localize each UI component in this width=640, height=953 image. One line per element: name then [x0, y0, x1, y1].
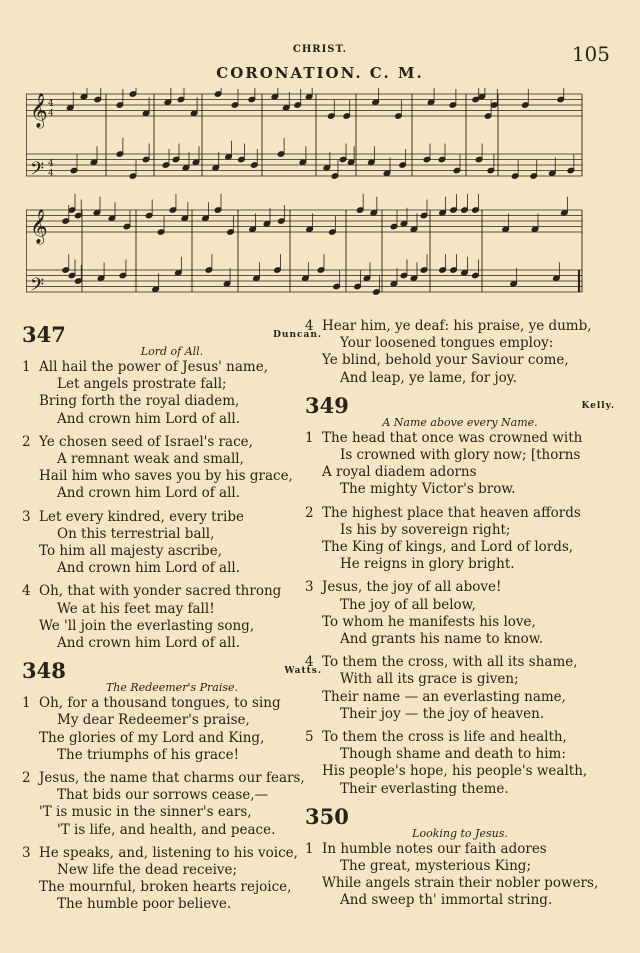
verse-text: Their everlasting theme. [340, 780, 509, 797]
verse-line [22, 393, 322, 410]
hymn-header [305, 803, 615, 829]
verse-text: Hear him, ye deaf: his praise, ye dumb, [322, 318, 592, 334]
verse-text: He reigns in glory bright. [340, 556, 515, 573]
stanza-number: 2 [305, 504, 314, 521]
verse-line [22, 560, 322, 577]
verse-text: Is his by sovereign right; [340, 521, 511, 538]
hymn-subtitle: The Redeemer's Praise. [105, 681, 239, 695]
verse-text: We at his feet may fall! [57, 600, 215, 617]
verse-text: Let every kindred, every tribe [39, 508, 244, 525]
verse-line [22, 434, 322, 451]
verse-line [305, 729, 615, 746]
verse-line [305, 318, 615, 335]
verse-text: While angels strain their nobler powers, [322, 875, 599, 892]
stanza-number: 1 [22, 695, 31, 712]
stanza [22, 509, 322, 578]
stanza [22, 770, 322, 839]
verse-text: Bring forth the royal diadem, [39, 393, 240, 410]
verse-line [305, 858, 615, 875]
stanza [305, 318, 615, 387]
verse-text: Hail him who saves you by his grace, [39, 468, 293, 485]
svg-text:4: 4 [48, 109, 54, 119]
verse-text: The humble poor believe. [57, 896, 232, 913]
hymn-number: 347 [22, 322, 66, 347]
verse-line [22, 845, 322, 862]
stanza [305, 729, 615, 798]
verse-text: We 'll join the everlasting song, [39, 617, 255, 634]
tune-title: CORONATION. C. M. [216, 64, 424, 82]
verse-text: 'T is life, and health, and peace. [57, 821, 276, 838]
stanza [305, 505, 615, 574]
verse-line [22, 695, 322, 712]
verse-text: New life the dead receive; [57, 862, 238, 879]
verse-text: Jesus, the joy of all above! [322, 579, 502, 596]
verse-text: A remnant weak and small, [57, 451, 244, 468]
right-column [305, 318, 615, 916]
svg-text:𝄞: 𝄞 [30, 209, 48, 244]
verse-text: My dear Redeemer's praise, [57, 712, 250, 729]
music-notation [26, 88, 586, 310]
hymn-author: Watts. [284, 666, 322, 677]
verse-line [305, 781, 615, 798]
hymn-number: 350 [305, 803, 349, 829]
verse-text: 'T is music in the sinner's ears, [39, 804, 252, 821]
verse-line [22, 879, 322, 896]
verse-text: And grants his name to know. [340, 631, 544, 648]
verse-line [22, 862, 322, 879]
stanza [305, 841, 615, 910]
stanza-number: 4 [305, 654, 314, 671]
verse-line [305, 335, 615, 352]
stanza-number: 5 [305, 729, 314, 746]
verse-text: The King of kings, and Lord of lords, [322, 539, 574, 556]
verse-text: The glories of my Lord and King, [39, 729, 265, 746]
svg-text:4: 4 [48, 169, 54, 179]
stanza [305, 579, 615, 648]
verse-text: All hail the power of Jesus' name, [39, 359, 268, 375]
verse-line [305, 539, 615, 556]
verse-line [22, 526, 322, 543]
stanza [22, 434, 322, 503]
hymn [22, 322, 322, 652]
hymn-subtitle: Looking to Jesus. [412, 826, 508, 840]
verse-line [305, 892, 615, 909]
verse-text: Oh, that with yonder sacred throng [39, 583, 282, 600]
stanza-number: 1 [22, 359, 31, 375]
verse-line [305, 556, 615, 573]
verse-text: And crown him Lord of all. [57, 485, 241, 502]
verse-text: The great, mysterious King; [340, 858, 531, 875]
verse-text: And crown him Lord of all. [57, 635, 241, 652]
hymn [305, 393, 615, 798]
svg-text:𝄢: 𝄢 [30, 159, 45, 184]
verse-text: With all its grace is given; [340, 671, 519, 688]
verse-text: Their joy — the joy of heaven. [340, 705, 545, 722]
stanza-number: 1 [305, 429, 314, 446]
verse-text: He speaks, and, listening to his voice, [39, 844, 298, 861]
verse-line [305, 370, 615, 387]
verse-text: In humble notes our faith adores [322, 840, 547, 857]
verse-text: On this terrestrial ball, [57, 525, 215, 542]
svg-text:𝄢: 𝄢 [30, 275, 45, 300]
stanza-number: 3 [22, 844, 31, 861]
verse-line [305, 746, 615, 763]
verse-line [305, 706, 615, 723]
verse-line [305, 464, 615, 481]
hymn-number: 349 [305, 392, 349, 418]
hymn [305, 318, 615, 387]
stanza [305, 654, 615, 723]
verse-line [305, 654, 615, 671]
verse-line [305, 614, 615, 631]
hymn-header [305, 392, 615, 418]
verse-text: The triumphs of his grace! [57, 746, 239, 763]
stanza [22, 359, 322, 428]
hymn-author: Duncan. [273, 330, 322, 340]
verse-line [22, 485, 322, 502]
verse-line [305, 481, 615, 498]
verse-line [305, 841, 615, 858]
verse-text: The highest place that heaven affords [322, 504, 581, 521]
page-number: 105 [571, 42, 610, 66]
svg-text:4: 4 [48, 99, 54, 109]
verse-line [305, 505, 615, 522]
verse-text: Ye blind, behold your Saviour come, [322, 352, 569, 369]
verse-text: His people's hope, his people's wealth, [322, 763, 588, 780]
hymn-number: 348 [22, 658, 66, 684]
hymn [22, 658, 322, 913]
verse-text: Ye chosen seed of Israel's race, [39, 433, 253, 450]
hymn-header [22, 658, 322, 684]
verse-text: To him all majesty ascribe, [39, 543, 222, 560]
svg-text:𝄞: 𝄞 [30, 93, 48, 128]
verse-text: Is crowned with glory now; [thorns [340, 447, 581, 464]
verse-line [22, 635, 322, 652]
verse-line [22, 451, 322, 468]
stanza-number: 2 [22, 433, 31, 450]
verse-line [22, 509, 322, 526]
stanza-number: 1 [305, 840, 314, 857]
verse-text: To whom he manifests his love, [322, 613, 536, 630]
verse-line [22, 543, 322, 560]
verse-line [305, 430, 615, 447]
verse-text: The joy of all below, [340, 596, 476, 613]
verse-line [22, 468, 322, 485]
verse-text: To them the cross, with all its shame, [322, 654, 578, 671]
verse-text: The mighty Victor's brow. [340, 481, 516, 498]
verse-line [305, 579, 615, 596]
verse-line [22, 747, 322, 764]
verse-line [305, 522, 615, 539]
verse-line [305, 671, 615, 688]
verse-line [22, 359, 322, 376]
verse-line [305, 631, 615, 648]
stanza-number: 4 [305, 318, 314, 334]
verse-line [22, 822, 322, 839]
verse-text: Your loosened tongues employ: [340, 335, 554, 352]
verse-line [22, 618, 322, 635]
verse-text: And sweep th' immortal string. [340, 892, 553, 909]
verse-text: And crown him Lord of all. [57, 560, 241, 577]
verse-line [22, 411, 322, 428]
verse-text: A royal diadem adorns [322, 464, 477, 481]
verse-text: Oh, for a thousand tongues, to sing [39, 695, 281, 712]
stanza-number: 4 [22, 583, 31, 600]
stanza [22, 845, 322, 914]
verse-text: To them the cross is life and health, [322, 729, 567, 746]
hymn-header [22, 322, 322, 347]
hymn-subtitle: Lord of All. [140, 345, 204, 358]
verse-text: Jesus, the name that charms our fears, [39, 770, 305, 787]
stanza [22, 695, 322, 764]
verse-line [22, 712, 322, 729]
verse-line [22, 583, 322, 600]
verse-line [305, 352, 615, 369]
hymn [305, 804, 615, 910]
stanza-number: 2 [22, 770, 31, 787]
verse-line [22, 601, 322, 618]
verse-text: Though shame and death to him: [340, 746, 566, 763]
verse-text: That bids our sorrows cease,— [57, 787, 269, 804]
verse-line [305, 447, 615, 464]
verse-line [22, 770, 322, 787]
stanza [305, 430, 615, 499]
verse-line [22, 376, 322, 393]
verse-line [22, 730, 322, 747]
hymn-author: Kelly. [581, 400, 615, 411]
verse-text: And leap, ye lame, for joy. [340, 369, 517, 386]
verse-line [22, 896, 322, 913]
verse-line [22, 804, 322, 821]
stanza-number: 3 [22, 508, 31, 525]
verse-text: Their name — an everlasting name, [322, 688, 566, 705]
verse-text: And crown him Lord of all. [57, 410, 241, 427]
stanza-number: 3 [305, 579, 314, 596]
verse-text: The head that once was crowned with [322, 429, 583, 446]
verse-line [305, 875, 615, 892]
verse-text: Let angels prostrate fall; [57, 376, 227, 393]
verse-text: The mournful, broken hearts rejoice, [39, 879, 292, 896]
verse-line [22, 787, 322, 804]
left-column [22, 318, 322, 920]
section-header: CHRIST. [292, 44, 348, 55]
stanza [22, 583, 322, 652]
verse-line [305, 689, 615, 706]
verse-line [305, 763, 615, 780]
verse-line [305, 597, 615, 614]
hymn-subtitle: A Name above every Name. [382, 415, 538, 429]
svg-text:4: 4 [48, 159, 54, 169]
